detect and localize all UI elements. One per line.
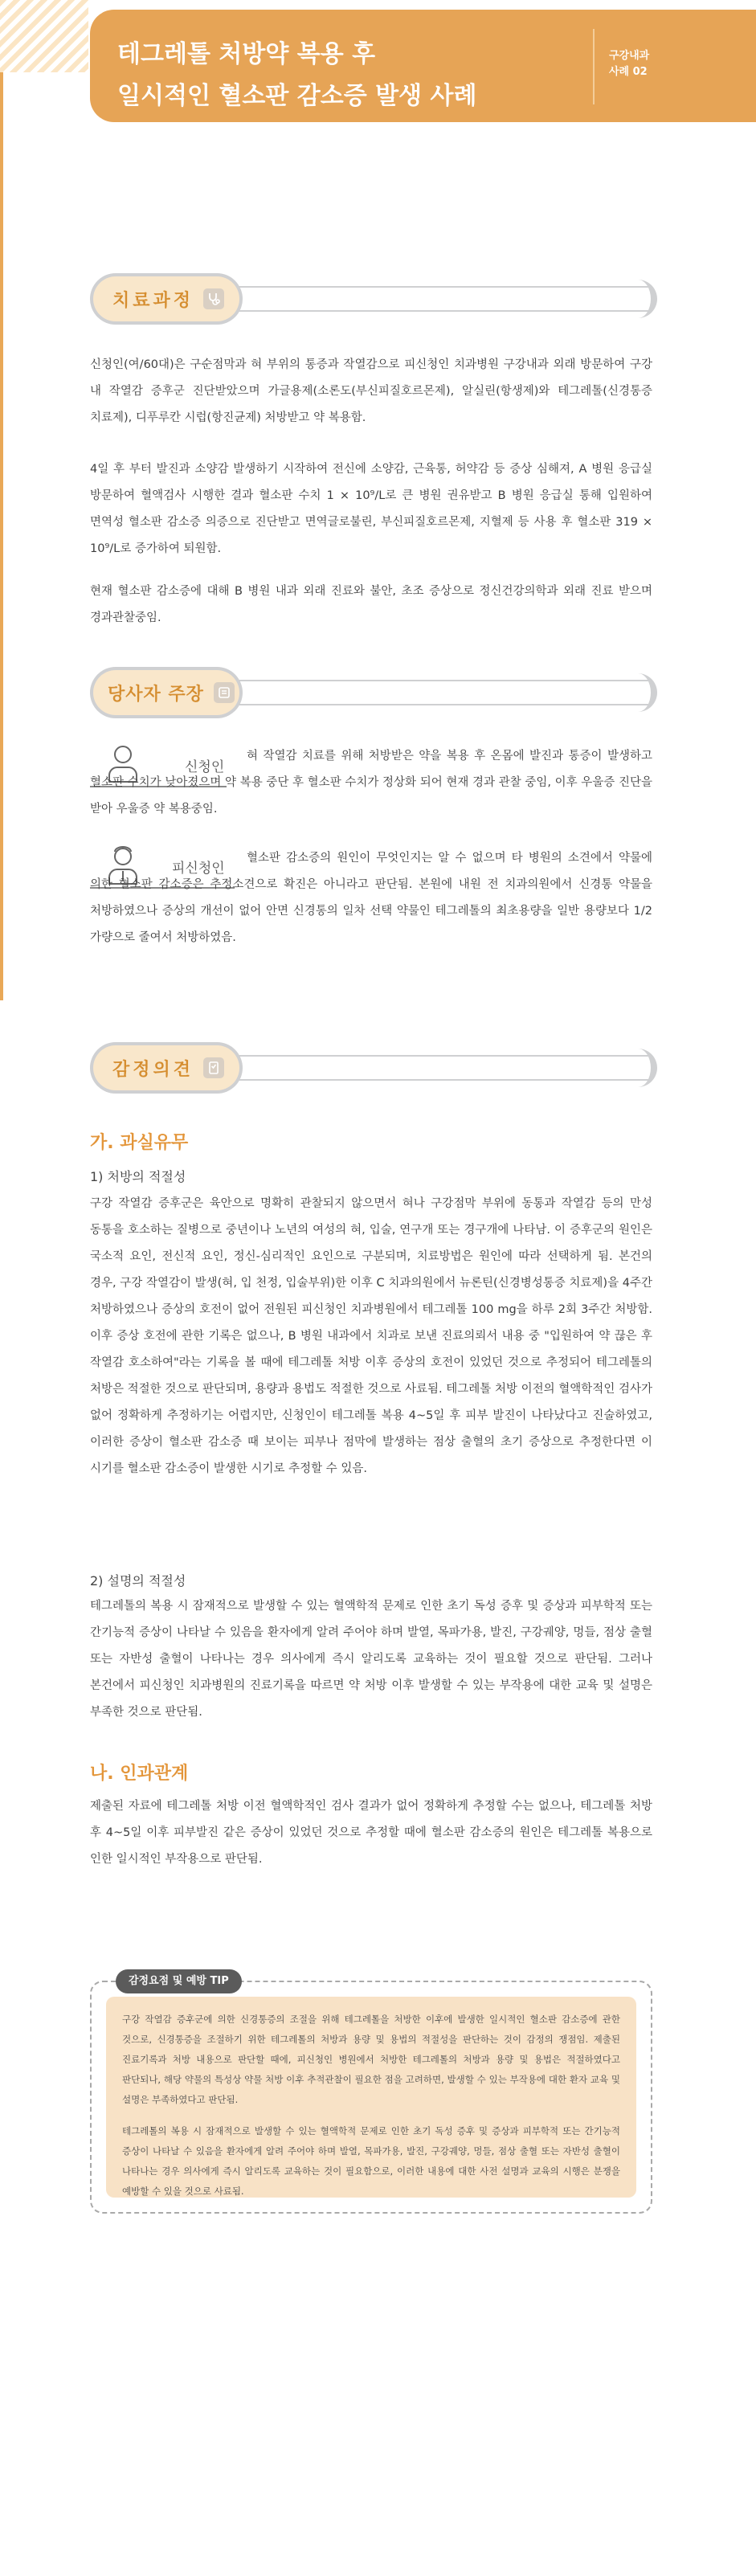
tip-paragraph-1: 구강 작열감 증후군에 의한 신경통증의 조절을 위해 테그레톨을 처방한 이후에 발생한 일시적인 혈소판 감소증에 관한 것으로, 신경통증을 조절하기 위한 테그레톨의 처방과 용량 및 용법의 적절성을 판단하는 것이 감정의 쟁점임. 제출된 진료기록과 처방 내용으로 판단할 때에, 피신청인 병원에서 처방한 테그레톨의 처방과 용량 및 용법은 적절하였다고 판단되나, 해당 약물의 특성상 약물 처방 이후 추적관찰이 필요한 점을 고려하면, 발생할 수 있는 부작용에 대한 환자 교육 및 설명은 부족하였다고 판단됨. bbox=[122, 2014, 620, 2105]
left-edge-stripe bbox=[0, 0, 3, 1000]
tip-content bbox=[106, 1997, 636, 2198]
category-label: 구강내과 bbox=[609, 50, 650, 62]
section-header-treatment bbox=[90, 273, 657, 325]
treatment-paragraph-3: 현재 혈소판 감소증에 대해 B 병원 내과 외래 진료와 불안, 초조 증상으로 정신건강의학과 외래 진료 받으며 경과관찰중임. bbox=[90, 585, 652, 624]
part-a-2-text: 테그레톨의 복용 시 잠재적으로 발생할 수 있는 혈액학적 문제로 인한 초기 독성 증후 및 증상과 피부학적 또는 간기능적 증상이 나타날 수 있음을 환자에게 알려 주어야 하며 발열, 목파가용, 발진, 구강궤양, 멍들, 점상 출혈 또는 자반성 출혈이 나타나는 경우 의사에게 즉시 알리도록 교육하는 것이 필요할 것으로 판단됨. 그러나 본건에서 피신청인 치과병원의 진료기록을 따르면 약 처방 이후 발생할 수 있는 부작용에 대한 교육 및 설명은 부족한 것으로 판단됨. bbox=[90, 1600, 652, 1719]
title-banner bbox=[90, 10, 756, 122]
part-a-heading: 가. 과실유무 bbox=[90, 1133, 189, 1153]
case-category bbox=[609, 48, 649, 80]
banner-divider bbox=[593, 29, 595, 104]
part-a-1-text: 구강 작열감 증후군은 육안으로 명확히 관찰되지 않으면서 혀나 구강점막 부위에 동통과 작열감 등의 만성 동통을 호소하는 질병으로 중년이나 노년의 여성의 혀, 입술, 연구개 또는 경구개에 나타남. 이 증후군의 원인은 국소적 요인, 전신적 요인, 정신-심리적인 요인으로 구분되며, 치료방법은 원인에 따라 선택하게 됨. 본건의 경우, 구강 작열감이 발생(혀, 입 천정, 입술부위)한 이후 C 치과의원에서 뉴론틴(신경병성통증 치료제)을 4주간 처방하였으나 증상의 호전이 없어 전원된 피신청인 치과병원에서 테그레톨 100 mg을 하루 2회 3주간 처방함. 이후 증상 호전에 관한 기록은 없으나, B 병원 내과에서 치과로 보낸 진료의뢰서 내용 중 "입원하여 약 끊은 후 작열감 호소하여"라는 기록을 볼 때에 테그레톨 처방 이후 증상의 호전이 있었던 것으로 추정되어 테그레톨의 처방은 적절한 것으로 판단되며, 용량과 용법도 적절한 것으로 사료됨. 테그레톨 처방 이전의 혈액학적인 검사가 없어 정확하게 추정하기는 어렵지만, 신청인이 테그레톨 복용 4~5일 후 피부 발진이 나타났다고 진술하였고, 이러한 증상이 혈소판 감소증 때 보이는 피부나 점막에 발생하는 점상 출혈의 초기 증상으로 추정한다면 이 시기를 혈소판 감소증이 발생한 시기로 추정할 수 있음. bbox=[90, 1197, 652, 1475]
treatment-paragraph-2: 4일 후 부터 발진과 소양감 발생하기 시작하여 전신에 소양감, 근육통, 허약감 등 증상 심해져, A 병원 응급실 방문하여 혈액검사 시행한 결과 혈소판 수치 1 × 10⁹/L로 큰 병원 권유받고 B 병원 응급실 통해 입원하여 면역성 혈소판 감소증 의증으로 진단받고 면역글로불린, 부신피질호르몬제, 지혈제 등 사용 후 혈소판 319 × 10⁹/L로 증가하여 퇴원함. bbox=[90, 463, 652, 555]
case-number: 사례 02 bbox=[609, 66, 648, 78]
tip-paragraph-2: 테그레톨의 복용 시 잠재적으로 발생할 수 있는 혈액학적 문제로 인한 초기 독성 증후 및 증상과 피부학적 또는 간기능적 증상이 나타날 수 있음을 환자에게 알려 주어야 하며 발열, 목파가용, 발진, 구강궤양, 멍들, 점상 출혈 또는 자반성 출혈이 나타나는 경우 의사에게 즉시 알리도록 교육하는 것이 필요함으로, 이러한 내용에 대한 사전 설명과 교육의 시행은 분쟁을 예방할 수 있을 것으로 사료됨. bbox=[122, 2125, 620, 2197]
section-pill bbox=[90, 667, 243, 718]
title-line-1: 테그레톨 처방약 복용 후 bbox=[117, 40, 376, 68]
section-pill bbox=[90, 1042, 243, 1094]
part-a-2-heading: 2) 설명의 적절성 bbox=[90, 1573, 186, 1589]
stethoscope-icon bbox=[203, 288, 224, 309]
applicant-claim-text: 혀 작열감 치료를 위해 처방받은 약을 복용 후 온몸에 발진과 통증이 발생하고 혈소판 수치가 낮아졌으며 약 복용 중단 후 혈소판 수치가 정상화 되어 현재 경과 관찰 중임, 이후 우울증 진단을 받아 우울증 약 복용중임. bbox=[90, 750, 652, 816]
respondent-claim-text: 혈소판 감소증의 원인이 무엇인지는 알 수 없으며 타 병원의 소견에서 약물에 의한 혈소판 감소증은 추정소견으로 확진은 아니라고 판단됨. 본원에 내원 전 치과의원에서 신경통 약물을 처방하였으나 증상의 개선이 없어 안면 신경통의 일차 선택 약물인 테그레톨의 최초용량을 일반 용량보다 1/2 가량으로 줄여서 처방하였음. bbox=[90, 852, 652, 944]
document-icon bbox=[203, 1057, 224, 1078]
tip-badge: 감정요점 및 예방 TIP bbox=[116, 1969, 242, 1993]
section-bar bbox=[186, 1049, 657, 1087]
corner-stripes bbox=[0, 0, 88, 72]
section-header-opinion bbox=[90, 1042, 657, 1094]
section-title: 당사자 주장 bbox=[108, 684, 204, 705]
respondent-label: 피신청인 bbox=[172, 861, 225, 877]
section-title: 감정의견 bbox=[112, 1059, 194, 1080]
part-a-1-heading: 1) 처방의 적절성 bbox=[90, 1169, 186, 1184]
gavel-icon bbox=[214, 682, 235, 703]
section-bar bbox=[186, 673, 657, 712]
section-pill bbox=[90, 273, 243, 325]
section-header-claims bbox=[90, 667, 657, 718]
treatment-paragraph-1: 신청인(여/60대)은 구순점막과 혀 부위의 통증과 작열감으로 피신청인 치과병원 구강내과 외래 방문하여 구강 내 작열감 증후군 진단받았으며 가글용제(소론도(부신피질호르몬제), 알실린(항생제)와 테그레톨(신경통증 치료제), 디푸루칸 시럽(항진균제) 처방받고 약 복용함. bbox=[90, 358, 652, 424]
section-bar bbox=[186, 280, 657, 318]
section-title: 치료과정 bbox=[112, 290, 194, 311]
part-b-heading: 나. 인과관계 bbox=[90, 1764, 189, 1784]
applicant-label: 신청인 bbox=[185, 759, 225, 775]
title-line-2: 일시적인 혈소판 감소증 발생 사례 bbox=[117, 82, 477, 110]
part-b-text: 제출된 자료에 테그레톨 처방 이전 혈액학적인 검사 결과가 없어 정확하게 추정할 수는 없으나, 테그레톨 처방 후 4~5일 이후 피부발진 같은 증상이 있었던 것으로 추정할 때에 혈소판 감소증의 원인은 테그레톨 복용으로 인한 일시적인 부작용으로 판단됨. bbox=[90, 1800, 652, 1866]
tip-box bbox=[90, 1975, 652, 2214]
page-title bbox=[117, 34, 551, 117]
